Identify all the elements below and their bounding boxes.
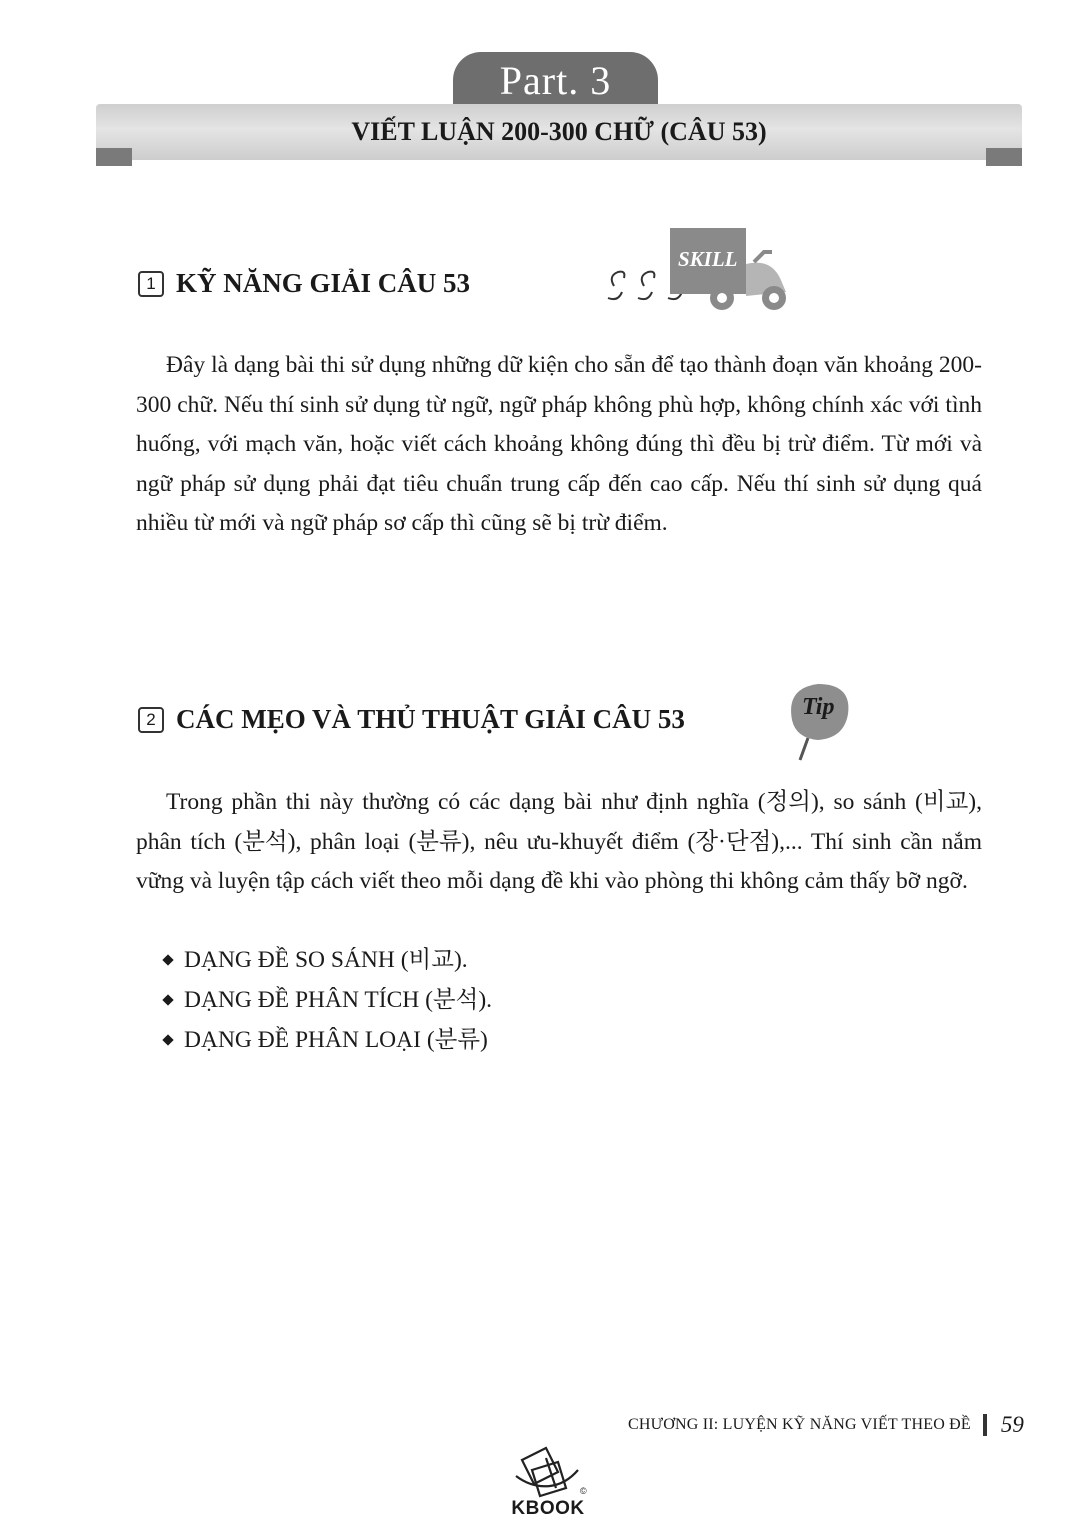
chapter-label: CHƯƠNG II: LUYỆN KỸ NĂNG VIẾT THEO ĐỀ [628, 1416, 971, 1433]
section-2-heading [138, 704, 685, 735]
section-1-paragraph: Đây là dạng bài thi sử dụng những dữ kiện cho sẵn để tạo thành đoạn văn khoảng 200-300 chữ. Nếu thí sinh sử dụng từ ngữ, ngữ pháp không phù hợp, không chính xác với tình huống, với mạch văn, hoặc viết cách khoảng không đúng thì đều bị trừ điểm. Từ mới và ngữ pháp sử dụng phải đạt tiêu chuẩn trung cấp đến cao cấp. Nếu thí sinh sử dụng quá nhiều từ mới và ngữ pháp sơ cấp thì cũng sẽ bị trừ điểm. [136, 352, 982, 536]
page-footer [628, 1412, 1024, 1438]
tip-label: Tip [802, 694, 835, 720]
list-item: DẠNG ĐỀ SO SÁNH (비교). [164, 940, 492, 980]
section-1-heading [138, 268, 470, 299]
skill-label: SKILL [678, 247, 738, 271]
diamond-bullet-icon [162, 994, 173, 1005]
diamond-bullet-icon [162, 954, 173, 965]
section-1-title: KỸ NĂNG GIẢI CÂU 53 [176, 268, 471, 298]
diamond-bullet-icon [162, 1034, 173, 1045]
svg-text:©: © [580, 1486, 587, 1496]
page-number: 59 [1000, 1412, 1024, 1437]
question-type-list [164, 940, 492, 1060]
page-title: VIẾT LUẬN 200-300 CHỮ (CÂU 53) [351, 117, 767, 146]
section-2-paragraph: Trong phần thi này thường có các dạng bài như định nghĩa (정의), so sánh (비교), phân tích (분석), phân loại (분류), nêu ưu-khuyết điểm (장·단점),... Thí sinh cần nắm vững và luyện tập cách viết theo mỗi dạng đề khi vào phòng thi không cảm thấy bỡ ngỡ. [136, 789, 982, 894]
footer-divider [983, 1414, 987, 1436]
tip-fan-icon [782, 680, 856, 762]
section-number: 2 [138, 707, 164, 733]
kbook-logo-text: KBOOK [511, 1498, 585, 1519]
part-label: Part. 3 [453, 52, 658, 108]
list-item: DẠNG ĐỀ PHÂN LOẠI (분류) [164, 1020, 492, 1060]
skill-truck-icon [604, 224, 794, 314]
section-number: 1 [138, 271, 164, 297]
list-item: DẠNG ĐỀ PHÂN TÍCH (분석). [164, 980, 492, 1020]
section-2-title: CÁC MẸO VÀ THỦ THUẬT GIẢI CÂU 53 [176, 704, 685, 734]
